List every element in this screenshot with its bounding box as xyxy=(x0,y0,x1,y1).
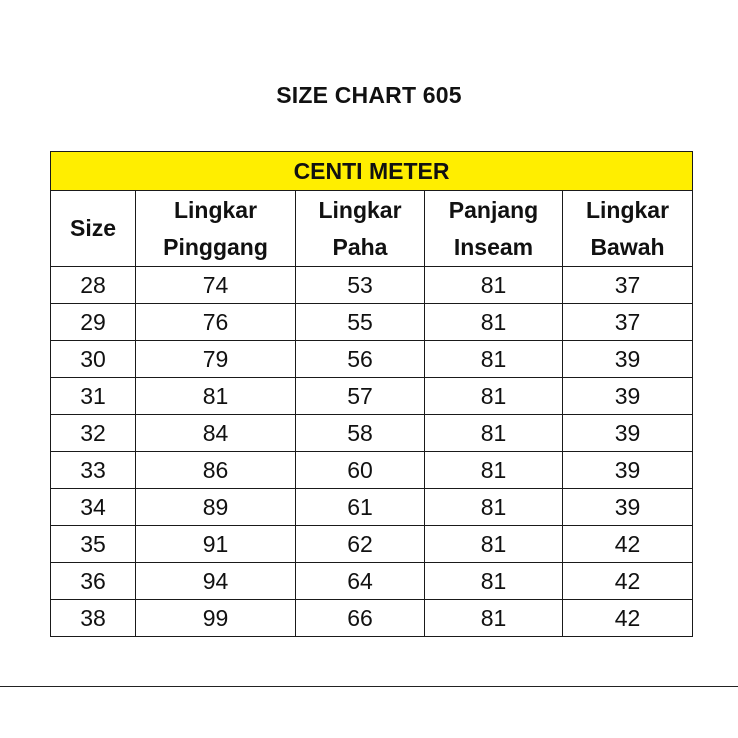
column-header-line1: Lingkar xyxy=(585,196,670,223)
cell-panjang-inseam: 81 xyxy=(425,452,563,489)
cell-lingkar-bawah: 37 xyxy=(563,267,693,304)
column-header-line1: Size xyxy=(69,215,117,241)
cell-lingkar-pinggang: 94 xyxy=(136,563,296,600)
cell-panjang-inseam: 81 xyxy=(425,600,563,637)
column-header-line1: Panjang xyxy=(448,196,539,223)
page-title: SIZE CHART 605 xyxy=(276,82,462,108)
table-row xyxy=(51,489,693,526)
cell-lingkar-paha: 66 xyxy=(296,600,425,637)
cell-lingkar-bawah: 39 xyxy=(563,341,693,378)
column-header-line1: Lingkar xyxy=(318,196,402,223)
cell-lingkar-bawah: 39 xyxy=(563,489,693,526)
column-header-lingkar-pinggang xyxy=(136,191,296,267)
cell-panjang-inseam: 81 xyxy=(425,341,563,378)
bottom-divider xyxy=(0,686,738,687)
column-header-line2: Inseam xyxy=(453,233,534,260)
cell-size: 31 xyxy=(51,378,136,415)
cell-lingkar-pinggang: 89 xyxy=(136,489,296,526)
cell-size: 29 xyxy=(51,304,136,341)
cell-size: 33 xyxy=(51,452,136,489)
cell-size: 32 xyxy=(51,415,136,452)
cell-lingkar-pinggang: 99 xyxy=(136,600,296,637)
cell-size: 34 xyxy=(51,489,136,526)
table-row xyxy=(51,452,693,489)
cell-lingkar-pinggang: 76 xyxy=(136,304,296,341)
column-header-row xyxy=(51,191,693,267)
size-chart-table xyxy=(50,151,693,637)
cell-lingkar-paha: 64 xyxy=(296,563,425,600)
cell-lingkar-paha: 56 xyxy=(296,341,425,378)
table-row xyxy=(51,304,693,341)
column-header-line1: Lingkar xyxy=(173,196,258,223)
cell-panjang-inseam: 81 xyxy=(425,415,563,452)
cell-lingkar-paha: 61 xyxy=(296,489,425,526)
column-header-line2: Paha xyxy=(332,233,388,260)
table-row xyxy=(51,563,693,600)
cell-lingkar-pinggang: 91 xyxy=(136,526,296,563)
table-row xyxy=(51,267,693,304)
cell-lingkar-paha: 57 xyxy=(296,378,425,415)
table-row xyxy=(51,341,693,378)
column-header-line2: Bawah xyxy=(590,233,665,260)
cell-lingkar-paha: 53 xyxy=(296,267,425,304)
cell-lingkar-pinggang: 81 xyxy=(136,378,296,415)
cell-lingkar-pinggang: 79 xyxy=(136,341,296,378)
cell-panjang-inseam: 81 xyxy=(425,304,563,341)
column-header-lingkar-bawah xyxy=(563,191,693,267)
cell-lingkar-bawah: 37 xyxy=(563,304,693,341)
column-header-lingkar-paha xyxy=(296,191,425,267)
column-header-line2: Pinggang xyxy=(163,233,268,260)
cell-panjang-inseam: 81 xyxy=(425,563,563,600)
cell-size: 30 xyxy=(51,341,136,378)
cell-panjang-inseam: 81 xyxy=(425,267,563,304)
cell-size: 36 xyxy=(51,563,136,600)
cell-lingkar-paha: 62 xyxy=(296,526,425,563)
cell-lingkar-bawah: 39 xyxy=(563,378,693,415)
cell-lingkar-bawah: 42 xyxy=(563,563,693,600)
column-header-size xyxy=(51,191,136,267)
column-header-panjang-inseam xyxy=(425,191,563,267)
cell-panjang-inseam: 81 xyxy=(425,489,563,526)
cell-lingkar-pinggang: 86 xyxy=(136,452,296,489)
cell-lingkar-bawah: 42 xyxy=(563,526,693,563)
cell-lingkar-paha: 58 xyxy=(296,415,425,452)
cell-lingkar-bawah: 42 xyxy=(563,600,693,637)
cell-lingkar-bawah: 39 xyxy=(563,452,693,489)
cell-lingkar-paha: 55 xyxy=(296,304,425,341)
cell-lingkar-paha: 60 xyxy=(296,452,425,489)
cell-size: 28 xyxy=(51,267,136,304)
cell-panjang-inseam: 81 xyxy=(425,378,563,415)
cell-lingkar-pinggang: 84 xyxy=(136,415,296,452)
table-row xyxy=(51,378,693,415)
cell-panjang-inseam: 81 xyxy=(425,526,563,563)
unit-header-row xyxy=(51,152,693,191)
size-chart-body xyxy=(51,267,693,637)
unit-label: CENTI METER xyxy=(51,152,693,191)
cell-lingkar-bawah: 39 xyxy=(563,415,693,452)
table-row xyxy=(51,526,693,563)
table-row xyxy=(51,600,693,637)
cell-size: 38 xyxy=(51,600,136,637)
table-row xyxy=(51,415,693,452)
cell-lingkar-pinggang: 74 xyxy=(136,267,296,304)
cell-size: 35 xyxy=(51,526,136,563)
